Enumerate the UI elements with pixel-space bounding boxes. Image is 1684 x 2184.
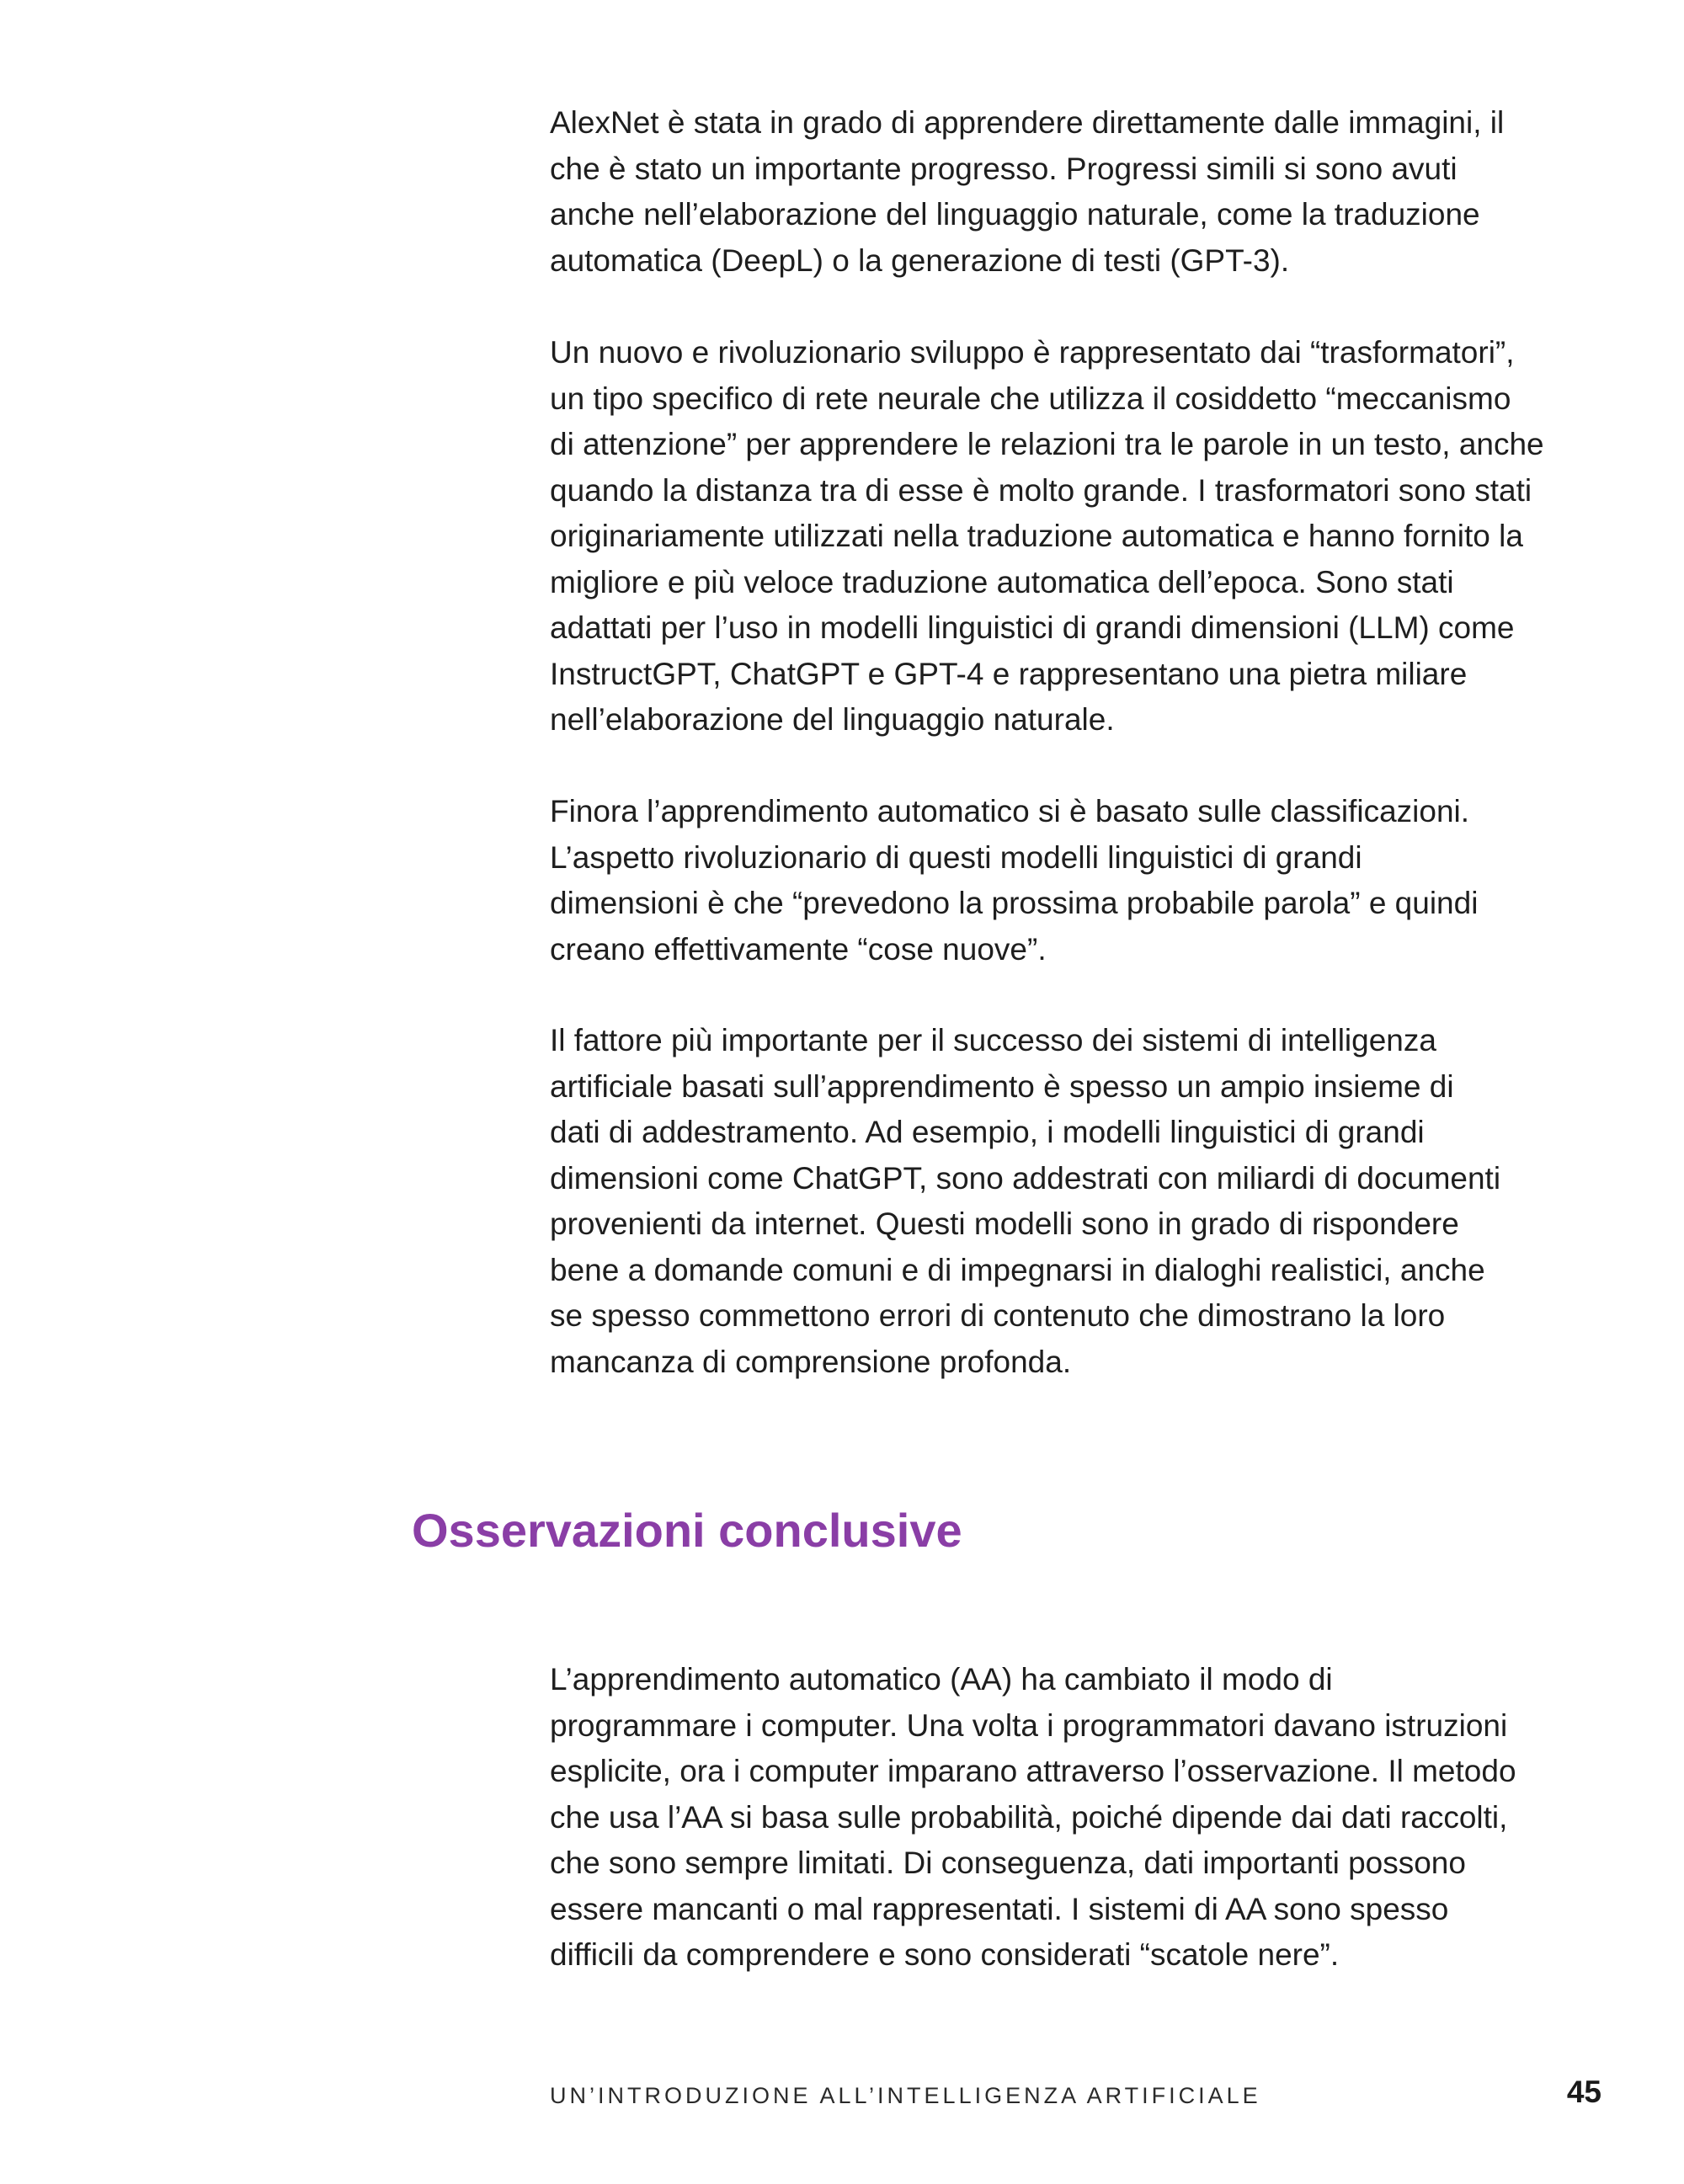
section-title: Osservazioni conclusive <box>412 1504 962 1557</box>
page-number: 45 <box>1566 2075 1601 2109</box>
body-paragraph-training-data: Il fattore più importante per il successo dei sistemi di intelligenza artificiale basati sull’apprendimento è spesso un ampio insieme di dati di addestramento. Ad esempio, i modelli linguistici di grandi dimensioni come ChatGPT, sono addestrati con miliardi di documenti provenienti da internet. Questi modelli sono in grado di rispondere bene a domande comuni e di impegnarsi in dialoghi realistici, anche se spesso commettono errori di contenuto che dimostrano la loro mancanza di comprensione profonda. <box>550 1023 1501 1379</box>
body-paragraph-classification: Finora l’apprendimento automatico si è basato sulle classificazioni. L’aspetto rivoluzionario di questi modelli linguistici di grandi dimensioni è che “prevedono la prossima probabile parola” e quindi creano effettivamente “cose nuove”. <box>550 794 1479 967</box>
running-footer-title: UN’INTRODUZIONE ALL’INTELLIGENZA ARTIFICIALE <box>550 2083 1261 2108</box>
section-paragraph: L’apprendimento automatico (AA) ha cambiato il modo di programmare i computer. Una volta i programmatori davano istruzioni esplicite, ora i computer imparano attraverso l’osservazione. Il metodo che usa l’AA si basa sulle probabilità, poiché dipende dai dati raccolti, che sono sempre limitati. Di conseguenza, dati importanti possono essere mancanti o mal rappresentati. I sistemi di AA sono spesso difficili da comprendere e sono considerati “scatole nere”. <box>550 1662 1516 1972</box>
body-paragraph-transformers: Un nuovo e rivoluzionario sviluppo è rappresentato dai “trasformatori”, un tipo specifico di rete neurale che utilizza il cosiddetto “meccanismo di attenzione” per apprendere le relazioni tra le parole in un testo, anche quando la distanza tra di esse è molto grande. I trasformatori sono stati originariamente utilizzati nella traduzione automatica e hanno fornito la migliore e più veloce traduzione automatica dell’epoca. Sono stati adattati per l’uso in modelli linguistici di grandi dimensioni (LLM) come InstructGPT, ChatGPT e GPT-4 e rappresentano una pietra miliare nell’elaborazione del linguaggio naturale. <box>550 335 1544 737</box>
body-paragraph-alexnet: AlexNet è stata in grado di apprendere direttamente dalle immagini, il che è stato un importante progresso. Progressi simili si sono avuti anche nell’elaborazione del linguaggio naturale, come la traduzione automatica (DeepL) o la generazione di testi (GPT-3). <box>550 105 1505 278</box>
